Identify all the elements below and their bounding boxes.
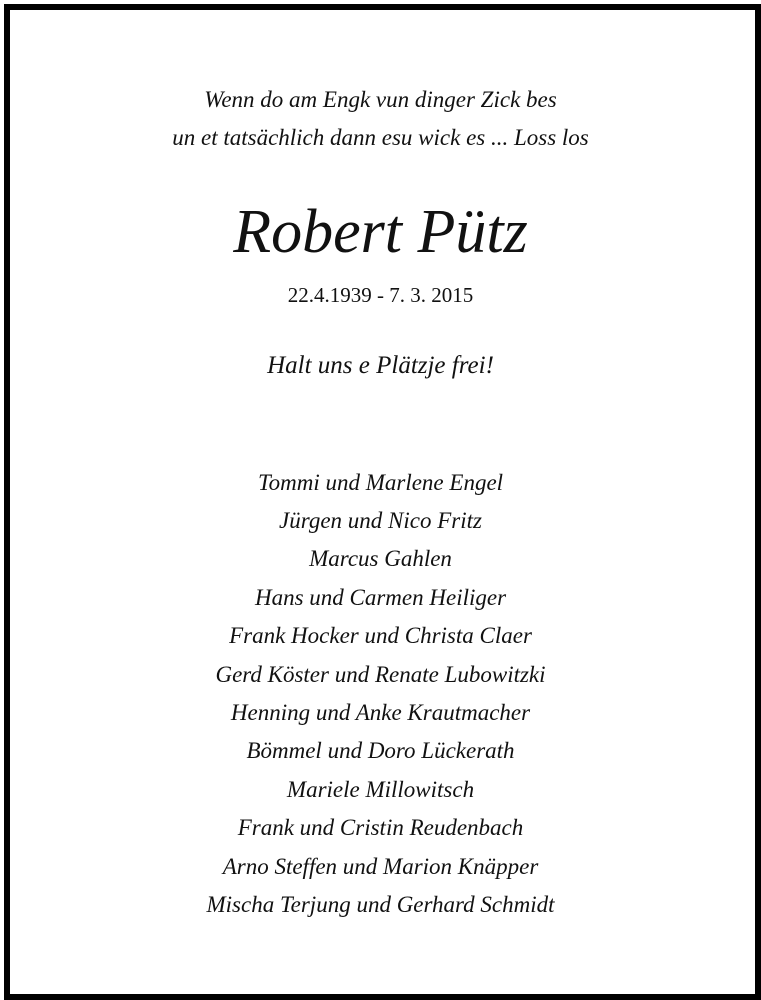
mourner-7: Henning und Anke Krautmacher [230,700,531,725]
mourner-8: Bömmel und Doro Lückerath [246,738,515,763]
mourner-10: Frank und Cristin Reudenbach [237,815,524,840]
deceased-name: Robert Pütz [233,198,528,266]
mourner-5: Frank Hocker und Christa Claer [229,623,532,648]
mourner-11: Arno Steffen und Marion Knäpper [222,854,539,879]
mourner-4: Hans und Carmen Heiliger [254,585,507,610]
motto-line-1: Wenn do am Engk vun dinger Zick bes [204,87,557,112]
mourner-6: Gerd Köster und Renate Lubowitzki [215,662,546,687]
mourner-2: Jürgen und Nico Fritz [279,508,482,533]
life-dates: 22.4.1939 - 7. 3. 2015 [287,283,474,307]
mourner-1: Tommi und Marlene Engel [257,470,504,495]
mourner-9: Mariele Millowitsch [286,777,475,802]
tagline: Halt uns e Plätzje frei! [267,352,494,379]
mourner-12: Mischa Terjung und Gerhard Schmidt [206,892,555,917]
motto-line-2: un et tatsächlich dann esu wick es ... Loss los [172,125,589,150]
mourner-3: Marcus Gahlen [309,546,452,571]
